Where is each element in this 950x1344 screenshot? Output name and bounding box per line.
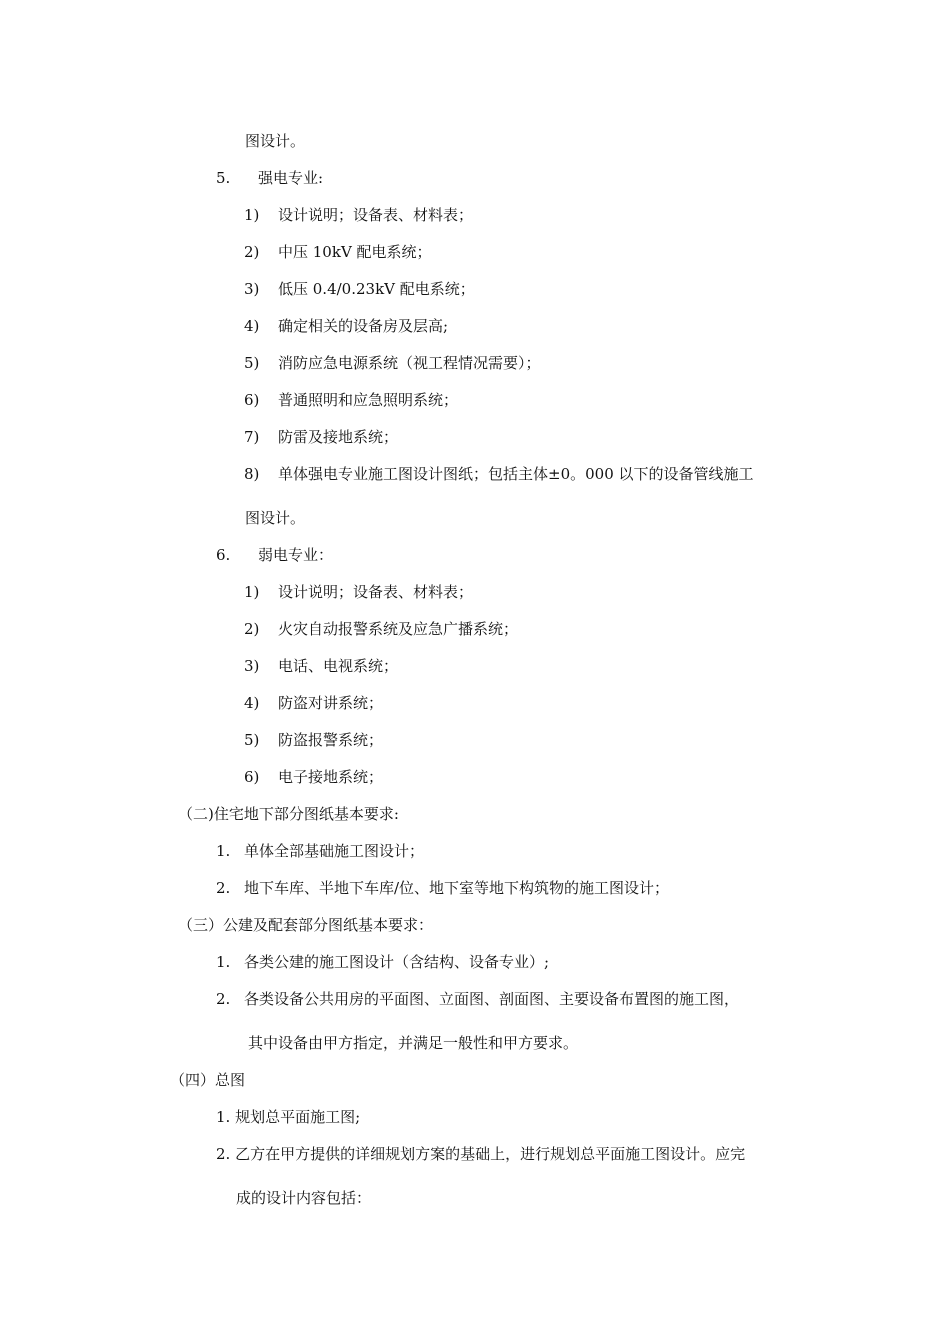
list-item: 5) 防盗报警系统； xyxy=(244,731,384,749)
list-item: 8) 单体强电专业施工图设计图纸；包括主体±0。000 以下的设备管线施工 xyxy=(244,465,754,483)
list-item: 6) 普通照明和应急照明系统； xyxy=(244,391,459,409)
list-item: 1. 单体全部基础施工图设计； xyxy=(216,842,425,860)
list-item: 7) 防雷及接地系统； xyxy=(244,428,399,446)
text-line: 成的设计内容包括： xyxy=(236,1189,372,1207)
list-item: 2. 地下车库、半地下车库/位、地下室等地下构筑物的施工图设计； xyxy=(216,879,670,897)
list-item: 4) 确定相关的设备房及层高; xyxy=(244,317,449,335)
section-heading: 6. 弱电专业： xyxy=(216,546,334,564)
section-heading: （二)住宅地下部分图纸基本要求: xyxy=(178,805,399,823)
list-item: 5) 消防应急电源系统（视工程情况需要）； xyxy=(244,354,541,372)
list-item: 2. 各类设备公共用房的平面图、立面图、剖面图、主要设备布置图的施工图， xyxy=(216,990,740,1008)
list-item: 1) 设计说明；设备表、材料表； xyxy=(244,206,474,224)
text-line: 图设计。 xyxy=(245,132,306,150)
list-item: 1. 规划总平面施工图; xyxy=(216,1108,361,1126)
list-item: 3) 低压 0.4/0.23kV 配电系统； xyxy=(244,280,475,298)
text-line: 其中设备由甲方指定，并满足一般性和甲方要求。 xyxy=(248,1034,579,1052)
list-item: 2. 乙方在甲方提供的详细规划方案的基础上，进行规划总平面施工图设计。应完 xyxy=(216,1145,746,1163)
section-heading: （四）总图 xyxy=(170,1071,246,1089)
list-item: 4) 防盗对讲系统； xyxy=(244,694,384,712)
list-item: 2) 火灾自动报警系统及应急广播系统； xyxy=(244,620,519,638)
list-item: 2) 中压 10kV 配电系统； xyxy=(244,243,432,261)
list-item: 1. 各类公建的施工图设计（含结构、设备专业）; xyxy=(216,953,550,971)
list-item: 3) 电话、电视系统； xyxy=(244,657,399,675)
section-heading: 5. 强电专业: xyxy=(216,169,324,187)
list-item: 1) 设计说明；设备表、材料表； xyxy=(244,583,474,601)
section-heading: （三）公建及配套部分图纸基本要求： xyxy=(178,916,434,934)
text-line: 图设计。 xyxy=(245,509,306,527)
list-item: 6) 电子接地系统； xyxy=(244,768,384,786)
